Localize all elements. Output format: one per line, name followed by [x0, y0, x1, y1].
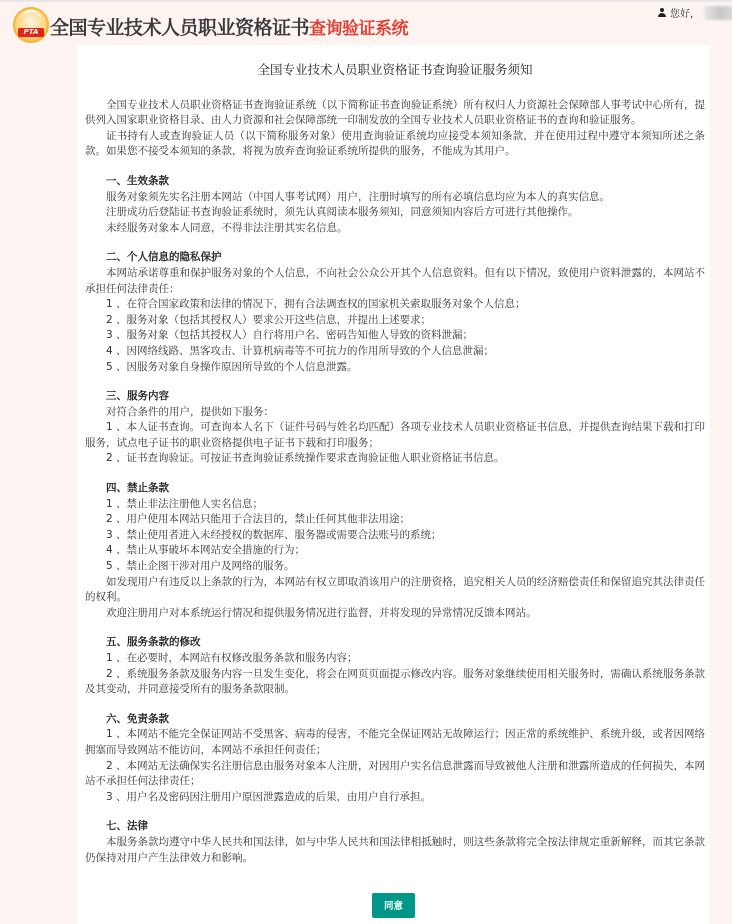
pta-logo-icon [13, 7, 49, 43]
greeting-text: 您好， [670, 9, 700, 20]
list-item: 3 、服务对象（包括其授权人）自行将用户名、密码告知他人导致的资料泄漏； [106, 329, 474, 342]
section-heading: 一、生效条款 [106, 174, 169, 187]
section-heading: 五、服务条款的修改 [106, 636, 201, 649]
section-heading: 四、禁止条款 [106, 482, 169, 495]
document-title: 全国专业技术人员职业资格证书查询验证服务须知 [257, 62, 533, 77]
list-item: 5 、禁止企图干涉对用户及网络的服务。 [106, 560, 295, 573]
section-heading: 六、免责条款 [106, 712, 169, 725]
section-paragraph: 注册成功后登陆证书查询验证系统时，须先认真阅读本服务须知，同意须知内容后方可进行其他操作。 [106, 206, 579, 219]
site-title-main: 全国专业技术人员职业资格证书 [50, 17, 310, 39]
logo-text: PTA [18, 28, 44, 37]
list-item: 1 、在符合国家政策和法律的情况下，拥有合法调查权的国家机关索取服务对象个人信息； [106, 298, 526, 311]
section-heading: 三、服务内容 [106, 390, 169, 403]
list-item: 2 、本网站无法确保实名注册信息由服务对象本人注册，对因用户实名信息泄露而导致被他人注册和泄露所造成的任何损失，本网站不承担任何法律责任； [85, 759, 705, 788]
logo-rays-icon [21, 10, 41, 28]
section-paragraph: 本网站承诺尊重和保护服务对象的个人信息，不向社会公众公开其个人信息资料。但有以下情况，致使用户资料泄露的，本网站不承担任何法律责任： [85, 266, 705, 295]
list-item: 2 、系统服务条款及服务内容一旦发生变化，将会在网页页面提示修改内容。服务对象继续使用相关服务时，需确认系统服务条款及其变动，并同意接受所有的服务条款限制。 [85, 667, 705, 696]
list-item: 1 、本网站不能完全保证网站不受黑客、病毒的侵害，不能完全保证网站无故障运行；因正常的系统维护、系统升级，或者因网络拥塞而导致网站不能访问，本网站不承担任何责任； [85, 728, 705, 756]
section-paragraph: 本服务条款均遵守中华人民共和国法律，如与中华人民共和国法律相抵触时，则这些条款将完全按法律规定重新解释，而其它条款仍保持对用户产生法律效力和影响。 [85, 835, 705, 864]
username-redacted [704, 6, 732, 20]
top-header [0, 0, 732, 44]
list-item: 5 、因服务对象自身操作原因所导致的个人信息泄露。 [106, 360, 358, 373]
section-paragraph: 服务对象须先实名注册本网站（中国人事考试网）用户，注册时填写的所有必填信息均应为本人的真实信息。 [106, 190, 610, 203]
list-item: 1 、本人证书查询。可查询本人名下（证件号码与姓名均匹配）各项专业技术人员职业资格证书信息，并提供查询结果下载和打印服务，试点电子证书的职业资格提供电子证书下载和打印服务； [85, 421, 705, 449]
list-item: 2 、用户使用本网站只能用于合法目的，禁止任何其他非法用途； [106, 513, 411, 526]
intro-paragraph: 全国专业技术人员职业资格证书查询验证系统（以下简称证书查询验证系统）所有权归人力资源社会保障部人事考试中心所有，提供列入国家职业资格目录、由人力资源和社会保障部统一印制发放的全国专业技术人员职业资格证书的查询和验证服务。 [85, 98, 705, 127]
list-item: 2 、证书查询验证。可按证书查询验证系统操作要求查询验证他人职业资格证书信息。 [106, 452, 505, 465]
intro-paragraph: 证书持有人或查询验证人员（以下简称服务对象）使用查询验证系统均应接受本须知条款，并在使用过程中遵守本须知所述之条款。如果您不接受本须知的条款，将视为放弃查询验证系统所提供的服务，不能成为其用户。 [85, 129, 705, 158]
user-greeting[interactable] [658, 5, 732, 20]
section-paragraph: 如发现用户有违反以上条款的行为，本网站有权立即取消该用户的注册资格，追究相关人员的经济赔偿责任和保留追究其法律责任的权利。 [85, 575, 705, 604]
list-item: 4 、禁止从事破坏本网站安全措施的行为； [106, 544, 306, 557]
site-title [50, 13, 408, 40]
terms-panel [77, 45, 710, 924]
list-item: 2 、服务对象（包括其授权人）要求公开这些信息，并提出上述要求； [106, 313, 432, 326]
list-item: 1 、在必要时，本网站有权修改服务条款和服务内容； [106, 652, 358, 664]
section-paragraph: 欢迎注册用户对本系统运行情况和提供服务情况进行监督，并将发现的异常情况反馈本网站。 [106, 606, 537, 619]
section-paragraph: 未经服务对象本人同意，不得非法注册其实名信息。 [106, 221, 348, 234]
section-paragraph: 对符合条件的用户，提供如下服务： [106, 405, 274, 418]
list-item: 3 、用户名及密码因注册用户原因泄露造成的后果，由用户自行承担。 [106, 790, 432, 803]
user-icon [658, 8, 667, 17]
list-item: 3 、禁止使用者进入未经授权的数据库、服务器或需要合法账号的系统； [106, 528, 442, 541]
terms-document [85, 45, 705, 866]
section-heading: 七、法律 [106, 820, 148, 833]
list-item: 1 、禁止非法注册他人实名信息； [106, 497, 264, 510]
site-title-sub: 查询验证系统 [309, 19, 409, 39]
list-item: 4 、因网络线路、黑客攻击、计算机病毒等不可抗力的作用所导致的个人信息泄漏； [106, 344, 495, 357]
section-heading: 二、个人信息的隐私保护 [106, 251, 222, 264]
agree-button[interactable]: 同意 [372, 893, 415, 918]
